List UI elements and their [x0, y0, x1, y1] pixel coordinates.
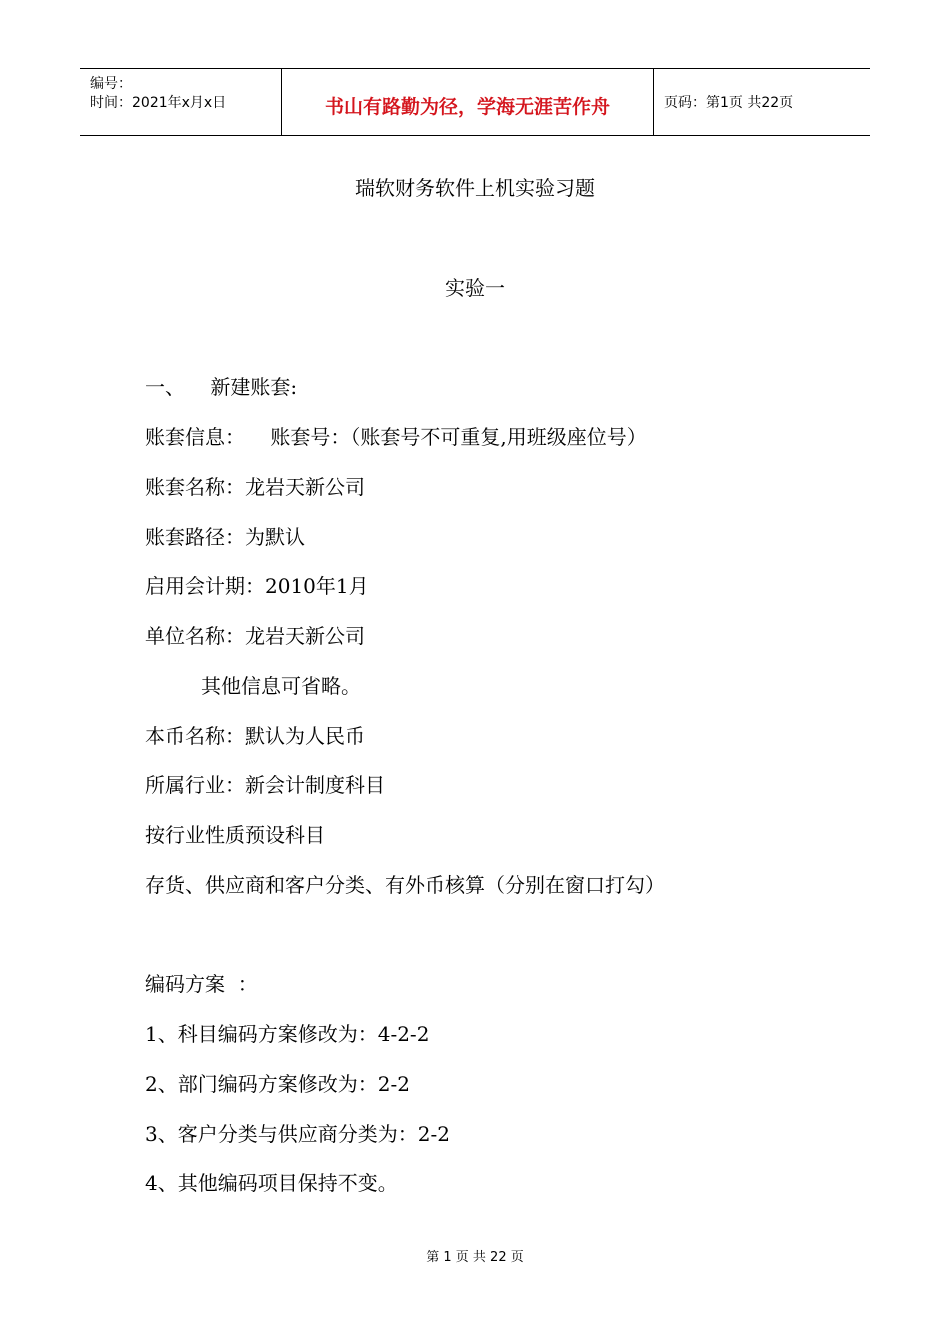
serial-label: 编号：	[90, 76, 132, 92]
body-line: 存货、供应商和客户分类、有外币核算（分别在窗口打勾）	[145, 873, 665, 897]
body-line: 按行业性质预设科目	[145, 823, 325, 847]
body-line: 账套路径：为默认	[145, 525, 305, 549]
list-item: 2、部门编码方案修改为：2-2	[145, 1072, 410, 1096]
motto: 书山有路勤为径，学海无涯苦作舟	[281, 69, 654, 135]
page-footer: 第 1 页 共 22 页	[426, 1250, 524, 1265]
section-heading: 一、 新建账套:	[145, 375, 298, 399]
header-left-cell	[80, 69, 281, 135]
body-line: 所属行业：新会计制度科目	[145, 773, 385, 797]
document-subtitle: 实验一	[445, 276, 505, 300]
body-line: 单位名称：龙岩天新公司	[145, 624, 365, 648]
document-title: 瑞软财务软件上机实验习题	[355, 176, 595, 200]
list-item: 4、其他编码项目保持不变。	[145, 1171, 398, 1195]
time-label: 时间：2021年x月x日	[90, 95, 227, 111]
page-info: 页码：第1页 共22页	[664, 95, 794, 111]
body-line: 账套名称：龙岩天新公司	[145, 475, 365, 499]
body-line: 其他信息可省略。	[201, 674, 361, 698]
header-table	[80, 68, 870, 136]
body-line: 启用会计期：2010年1月	[145, 574, 369, 598]
list-item: 3、客户分类与供应商分类为：2-2	[145, 1122, 450, 1146]
list-item: 1、科目编码方案修改为：4-2-2	[145, 1022, 430, 1046]
body-line: 本币名称：默认为人民币	[145, 724, 365, 748]
coding-scheme-heading: 编码方案 ：	[145, 972, 258, 996]
body-line: 账套信息： 账套号：（账套号不可重复,用班级座位号）	[145, 425, 647, 449]
